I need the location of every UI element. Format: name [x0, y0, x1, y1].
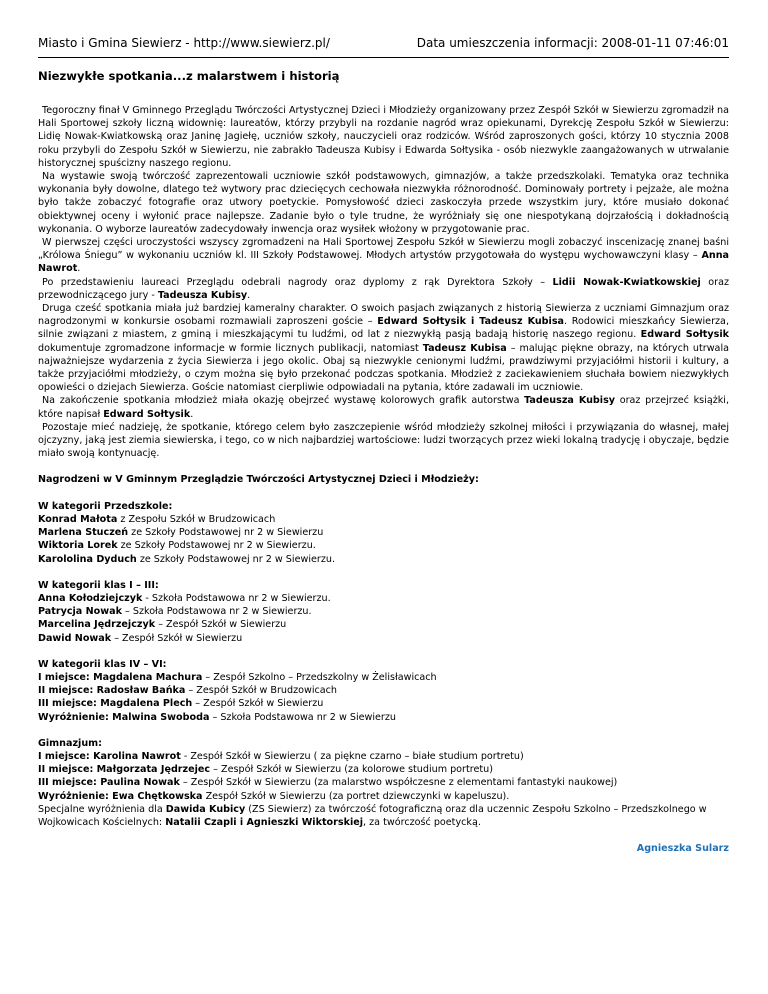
- awardee-name: III miejsce: Paulina Nowak: [38, 777, 180, 789]
- awardee-name: II miejsce: Radosław Bańka: [38, 685, 186, 697]
- awardee-detail: – Zespół Szkół w Siewierzu: [192, 698, 324, 710]
- text: Specjalne wyróżnienia dla: [38, 803, 166, 815]
- awardee-detail: - Szkoła Podstawowa nr 2 w Siewierzu.: [142, 592, 331, 604]
- category-heading: W kategorii klas IV – VI:: [38, 658, 167, 670]
- awardee-detail: – Zespół Szkół w Siewierzu: [111, 632, 243, 644]
- awardee-name: I miejsce: Karolina Nawrot: [38, 750, 181, 762]
- text: oraz przejrzeć książki, które napisał: [38, 395, 730, 420]
- person-name: Lidii Nowak-Kwiatkowskiej: [552, 276, 701, 288]
- header-site-url: Miasto i Gmina Siewierz - http://www.siewierz.pl/: [38, 36, 330, 50]
- text: . Rodowici mieszkańcy Siewierza, silnie związani z miastem, z gminą i mieszkającymi tu ludźmi, od lat z niezwykłą pasją badają historię naszego regionu.: [38, 316, 729, 341]
- text: Na zakończenie spotkania młodzież miała okazję obejrzeć wystawę kolorowych grafik autorstwa: [42, 395, 525, 407]
- article-title: Niezwykłe spotkania...z malarstwem i historią: [38, 69, 340, 83]
- award-entry: [38, 618, 729, 631]
- awardee-detail: – Zespół Szkół w Siewierzu (za kolorowe studium portretu): [210, 764, 493, 776]
- category-heading: Gimnazjum:: [38, 737, 102, 749]
- award-entry: [38, 671, 729, 684]
- text: (ZS Siewierz) za twórczość fotograficzną oraz dla uczennic Zespołu Szkolno – Przedszkolnego w Wojkowicach Kościelnych:: [38, 803, 707, 828]
- awardee-detail: ze Szkoły Podstawowej nr 2 w Siewierzu.: [117, 540, 316, 552]
- awardee-detail: – Szkoła Podstawowa nr 2 w Siewierzu.: [121, 606, 312, 618]
- paragraph-7: Pozostaje mieć nadzieję, że spotkanie, którego celem było zaszczepienie wśród młodzieży szkolnej miłości i przywiązania do własnej, małej ojczyzny, jaką jest ziemia siewierska, i tego, co w nich najbardziej wartościowe: ludzi tworzących przez wieki lokalną tradycję i obyczaje, będzie miało swoją kontynuację.: [38, 421, 729, 460]
- awardee-name: Anna Kołodziejczyk: [38, 592, 143, 604]
- spacer: [38, 724, 729, 737]
- paragraph-4: [38, 276, 729, 302]
- award-entry: [38, 553, 729, 566]
- spacer: [38, 566, 729, 579]
- awardee-detail: - Zespół Szkół w Siewierzu ( za piękne czarno – białe studium portretu): [180, 750, 524, 762]
- awardee-detail: – Zespół Szkół w Siewierzu (za malarstwo współczesne z elementami fantastyki naukowej): [179, 777, 618, 789]
- person-name: Dawida Kubicy: [165, 803, 246, 815]
- award-entry: [38, 684, 729, 697]
- award-entry: [38, 790, 729, 803]
- person-name: Natalii Czapli i Agnieszki Wiktorskiej: [165, 816, 364, 828]
- person-name: Anna Nawrot: [38, 250, 729, 275]
- author-signature: Agnieszka Sularz: [636, 843, 729, 855]
- spacer: [38, 460, 729, 473]
- paragraph-3: [38, 236, 729, 276]
- awardee-name: Patrycja Nowak: [38, 606, 122, 618]
- category-heading: W kategorii Przedszkole:: [38, 500, 173, 512]
- award-entry: [38, 592, 729, 605]
- award-entry: [38, 513, 729, 526]
- awardee-name: II miejsce: Małgorzata Jędrzejec: [38, 764, 211, 776]
- awardee-detail: Zespół Szkół w Siewierzu (za portret dziewczynki w kapeluszu).: [202, 790, 510, 802]
- paragraph-6: [38, 394, 729, 420]
- awardee-detail: – Szkoła Podstawowa nr 2 w Siewierzu: [209, 711, 396, 723]
- award-entry: [38, 776, 729, 789]
- text: dokumentuje zgromadzone informacje w formie licznych publikacji, natomiast: [38, 342, 423, 354]
- spacer: [38, 487, 729, 500]
- person-name: Edward Sołtysik i Tadeusz Kubisa: [377, 316, 565, 328]
- category-heading: W kategorii klas I – III:: [38, 579, 159, 591]
- text: .: [190, 408, 194, 420]
- award-entry: [38, 763, 729, 776]
- article-body: [38, 104, 729, 855]
- text: .: [77, 263, 81, 275]
- awardee-name: Konrad Małota: [38, 513, 118, 525]
- awardee-detail: ze Szkoły Podstawowej nr 2 w Siewierzu.: [136, 553, 335, 565]
- paragraph-2: Na wystawie swoją twórczość zaprezentowali uczniowie szkół podstawowych, gimnazjów, a także przedszkolaki. Tematyka oraz technika wykonania były dowolne, dlatego też wytwory prac dziecięcych cechowała niezwykła różnorodność. Dominowały portrety i pejzaże, ale można było także zobaczyć fotografie oraz utwory poetyckie. Pomysłowość dzieci zaskoczyła przede wszystkim jury, które musiało dokonać obiektywnej oceny i wyłonić prace najlepsze. Zadanie było o tyle trudne, że wyróżniały się one niespotykaną dojrzałością i dokładnością wykonania. O wyborze laureatów zadecydowały inwencja oraz wysiłek włożony w przygotowanie prac.: [38, 171, 729, 235]
- page-header: [38, 36, 729, 52]
- text: , za twórczość poetycką.: [363, 816, 481, 828]
- awardee-name: Marlena Stuczeń: [38, 527, 129, 539]
- paragraph-5: [38, 302, 729, 394]
- awardee-name: Karololina Dyduch: [38, 553, 137, 565]
- text: – malując piękne obrazy, na których utrwala najważniejsze wydarzenia z życia Siewierza i jego okolic. Obaj są niezwykle cenionymi ludźmi, prawdziwymi przyjaciółmi historii i kultury, a także przyjaciółmi młodzieży, o czym można się było przekonać podczas spotkania. Młodzież z zaciekawieniem słuchała bowiem niezwykłych opowieści o dziejach Siewierza. Goście natomiast cierpliwie odpowiadali na pytania, które zadawali im uczniowie.: [38, 342, 729, 394]
- text: oraz przewodniczącego jury -: [38, 276, 729, 301]
- header-divider: [38, 57, 729, 58]
- awardee-name: Wyróżnienie: Ewa Chętkowska: [38, 790, 203, 802]
- text: Druga cześć spotkania miała już bardziej kameralny charakter. O swoich pasjach związanych z historią Siewierza z uczniami Gimnazjum oraz nagrodzonymi w konkursie osobami rozmawiali zaproszeni goście –: [38, 303, 729, 328]
- award-entry: [38, 711, 729, 724]
- award-entry: [38, 526, 729, 539]
- awardee-name: Wiktoria Lorek: [38, 540, 118, 552]
- person-name: Tadeusz Kubisa: [422, 342, 507, 354]
- award-entry: [38, 605, 729, 618]
- award-entry: [38, 750, 729, 763]
- special-mention: [38, 803, 729, 829]
- text: W pierwszej części uroczystości wszyscy zgromadzeni na Hali Sportowej Zespołu Szkół w Siewierzu mogli zobaczyć inscenizację znanej baśni „Królowa Śniegu” w wykonaniu uczniów kl. III Szkoły Podstawowej. Młodych artystów przygotowała do występu wychowawczyni klasy –: [38, 237, 729, 262]
- awards-heading: Nagrodzeni w V Gminnym Przeglądzie Twórczości Artystycznej Dzieci i Młodzieży:: [38, 474, 479, 486]
- awardee-name: Marcelina Jędrzejczyk: [38, 619, 156, 631]
- award-entry: [38, 697, 729, 710]
- award-entry: [38, 632, 729, 645]
- awardee-name: III miejsce: Magdalena Plech: [38, 698, 193, 710]
- text: Po przedstawieniu laureaci Przeglądu odebrali nagrody oraz dyplomy z rąk Dyrektora Szkoły –: [42, 276, 553, 288]
- spacer: [38, 645, 729, 658]
- awardee-name: Dawid Nowak: [38, 632, 112, 644]
- awardee-detail: – Zespół Szkół w Siewierzu: [155, 619, 287, 631]
- person-name: Edward Sołtysik: [103, 408, 191, 420]
- text: .: [247, 289, 251, 301]
- award-entry: [38, 539, 729, 552]
- awardee-detail: – Zespół Szkół w Brudzowicach: [185, 685, 337, 697]
- awardee-name: Wyróżnienie: Malwina Swoboda: [38, 711, 210, 723]
- awardee-detail: z Zespołu Szkół w Brudzowicach: [117, 513, 276, 525]
- awardee-name: I miejsce: Magdalena Machura: [38, 671, 203, 683]
- paragraph-1: Tegoroczny finał V Gminnego Przeglądu Twórczości Artystycznej Dzieci i Młodzieży organizowany przez Zespół Szkół w Siewierzu zgromadził na Hali Sportowej szkoły liczną widownię: laureatów, którzy przybyli na rozdanie nagród wraz opiekunami, Dyrekcję Zespołu Szkół w Siewierzu: Lidię Nowak-Kwiatkowską oraz Janinę Jagiełę, uczniów szkoły, nauczycieli oraz rodziców. Wśród zaproszonych gości, którzy 10 stycznia 2008 roku przybyli do Zespołu Szkół w Siewierzu, nie zabrakło Tadeusza Kubisy i Edwarda Sołtysika - osób niezwykle zaangażowanych w utrwalanie historycznej spuścizny naszego regionu.: [38, 105, 729, 169]
- person-name: Tadeusza Kubisy: [157, 289, 248, 301]
- person-name: Edward Sołtysik: [640, 329, 729, 341]
- awardee-detail: – Zespół Szkolno – Przedszkolny w Żelisławicach: [202, 671, 437, 683]
- awardee-detail: ze Szkoły Podstawowej nr 2 w Siewierzu: [128, 527, 324, 539]
- header-publish-date: Data umieszczenia informacji: 2008-01-11 07:46:01: [416, 36, 729, 50]
- person-name: Tadeusza Kubisy: [524, 395, 616, 407]
